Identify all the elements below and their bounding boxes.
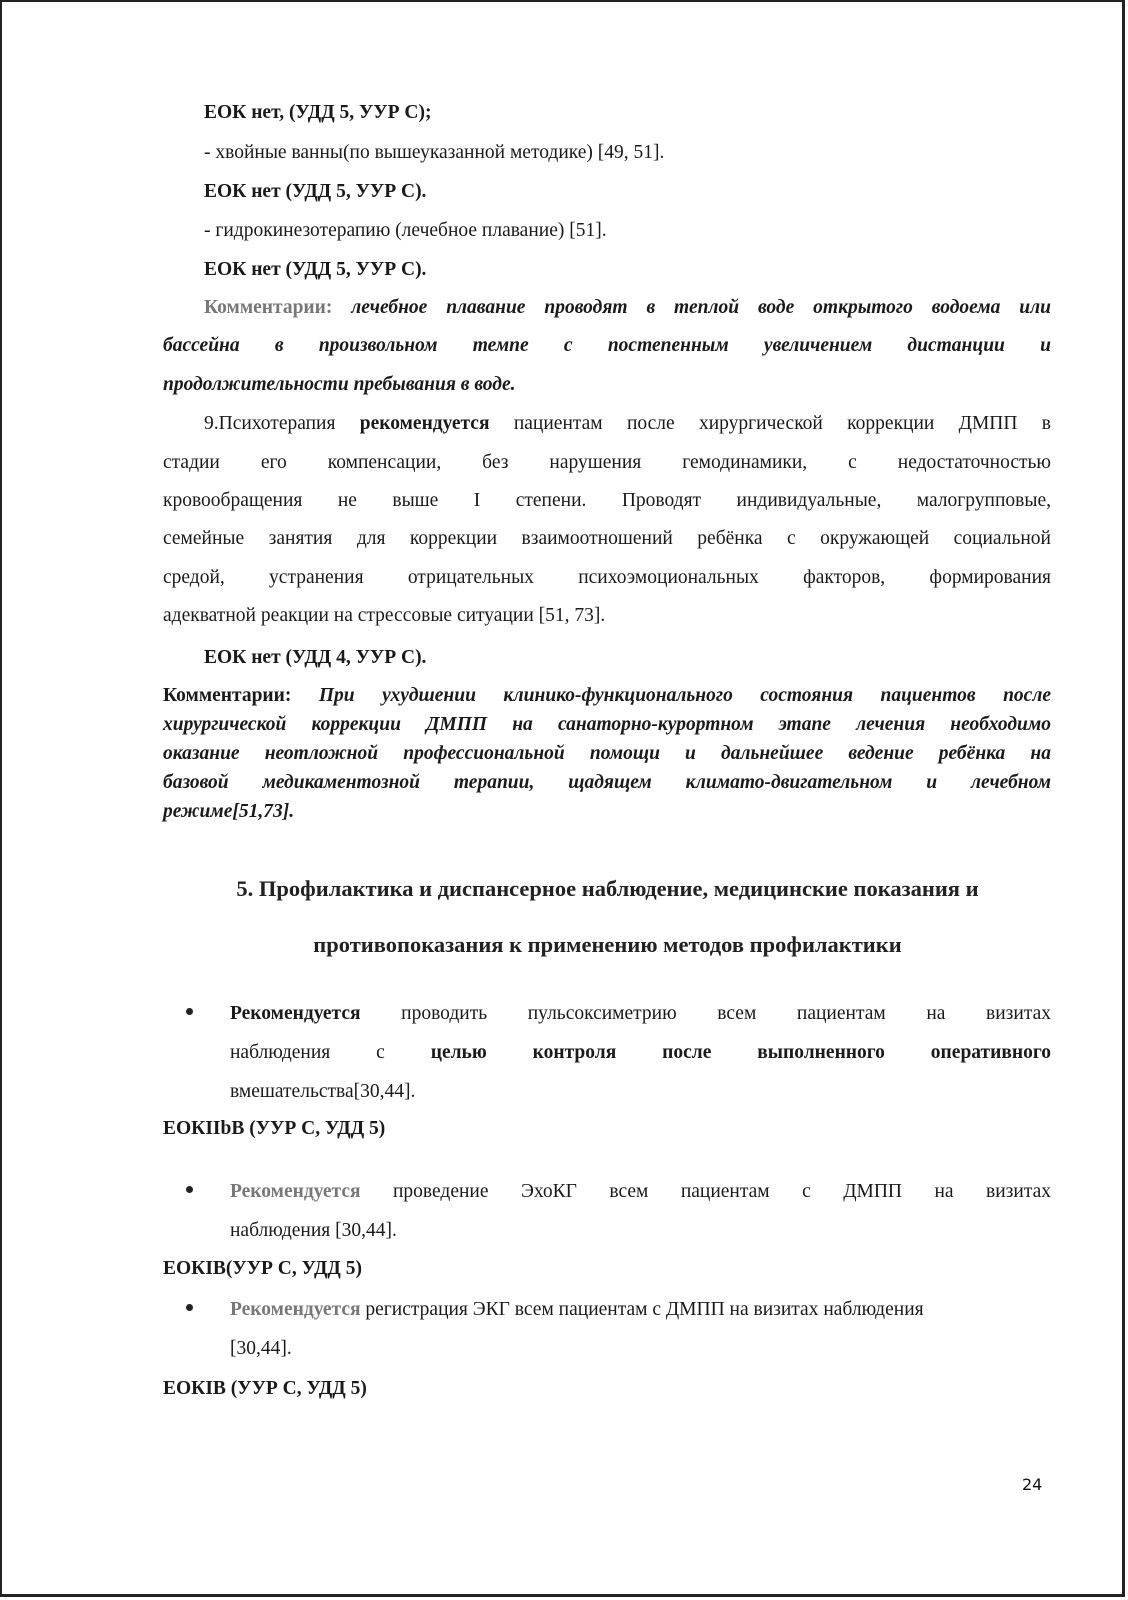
bullet-1-line-2-bold: целью контроля после выполненного оперативного	[430, 1042, 1051, 1063]
bullet-1-recommended: Рекомендуется	[230, 1003, 361, 1024]
bullet-3-line-2: [30,44].	[230, 1338, 292, 1359]
bullet-3-text: регистрация ЭКГ всем пациентам с ДМПП на визитах наблюдения	[360, 1299, 924, 1320]
bullet-3-line-1	[230, 1298, 1051, 1322]
bullet-dot-icon	[186, 1180, 196, 1190]
comment-2-label: Комментарии:	[163, 685, 292, 706]
bullet-1-eok: ЕОКIIbВ (УУР С, УДД 5)	[163, 1118, 386, 1139]
comment-label: Комментарии:	[204, 297, 333, 318]
bullet-1-line-2-start: наблюдения с	[230, 1042, 431, 1063]
bullet-2-text: проведение ЭхоКГ всем пациентам с ДМПП на визитах	[360, 1181, 1051, 1202]
comment-2-line-2: хирургической коррекции ДМПП на санаторно-курортном этапе лечения необходимо	[163, 714, 1051, 735]
bullet-2-line-1	[230, 1180, 1051, 1204]
item9-line-5: средой, устранения отрицательных психоэмоциональных факторов, формирования	[163, 567, 1051, 588]
bullet-2-line-2: наблюдения [30,44].	[230, 1220, 397, 1241]
item9-line-1	[204, 412, 1051, 436]
bullet-2-recommended: Рекомендуется	[230, 1181, 361, 1202]
page-number: 24	[1022, 1475, 1043, 1494]
comment-2-line-1	[163, 684, 1051, 708]
item9-line-3: кровообращения не выше I степени. Проводят индивидуальные, малогрупповые,	[163, 490, 1051, 511]
item9-start: 9.Психотерапия	[204, 413, 360, 434]
item9-eok: ЕОК нет (УДД 4, УУР С).	[204, 647, 427, 668]
bullet-1-line-2	[230, 1041, 1051, 1065]
item9-line-2: стадии его компенсации, без нарушения гемодинамики, с недостаточностью	[163, 452, 1051, 473]
coniferous-baths-item: - хвойные ванны(по вышеуказанной методике) [49, 51].	[204, 142, 665, 163]
bullet-1-line-1	[230, 1002, 1051, 1026]
comment-2-line-5: режиме[51,73].	[163, 801, 295, 822]
bullet-3-recommended: Рекомендуется	[230, 1299, 361, 1320]
hydrokinesitherapy-item: - гидрокинезотерапию (лечебное плавание) [51].	[204, 220, 607, 241]
comment-1-line-3: продолжительности пребывания в воде.	[163, 374, 516, 395]
item9-line-6: адекватной реакции на стрессовые ситуации [51, 73].	[163, 605, 606, 626]
section-5-title-line-1: 5. Профилактика и диспансерное наблюдение, медицинские показания и	[236, 876, 979, 901]
item9-recommended: рекомендуется	[359, 413, 490, 434]
comment-2-line-4: базовой медикаментозной терапии, щадящем климато-двигательном и лечебном	[163, 772, 1051, 793]
eok-line-3: ЕОК нет (УДД 5, УУР С).	[204, 259, 427, 280]
eok-line-1: ЕОК нет, (УДД 5, УУР С);	[204, 102, 432, 123]
bullet-1-text: проводить пульсоксиметрию всем пациентам на визитах	[360, 1003, 1051, 1024]
comment-1-line-2: бассейна в произвольном темпе с постепенным увеличением дистанции и	[163, 335, 1051, 356]
bullet-2-eok: ЕОКIВ(УУР С, УДД 5)	[163, 1258, 362, 1279]
bullet-dot-icon	[186, 1002, 196, 1012]
item9-end: пациентам после хирургической коррекции ДМПП в	[489, 413, 1051, 434]
bullet-dot-icon	[186, 1298, 196, 1308]
comment-1-line-1	[204, 296, 1051, 320]
comment-2-line-3: оказание неотложной профессиональной помощи и дальнейшее ведение ребёнка на	[163, 743, 1051, 764]
section-5-title-line-2: противопоказания к применению методов профилактики	[313, 932, 902, 957]
bullet-1-line-3: вмешательства[30,44].	[230, 1081, 416, 1102]
item9-line-4: семейные занятия для коррекции взаимоотношений ребёнка с окружающей социальной	[163, 528, 1051, 549]
comment-2-text: При ухудшении клинико-функционального состояния пациентов после	[318, 685, 1051, 706]
eok-line-2: ЕОК нет (УДД 5, УУР С).	[204, 181, 427, 202]
comment-text: лечебное плавание проводят в теплой воде открытого водоема или	[351, 297, 1051, 318]
bullet-3-eok: ЕОКIВ (УУР С, УДД 5)	[163, 1378, 367, 1399]
